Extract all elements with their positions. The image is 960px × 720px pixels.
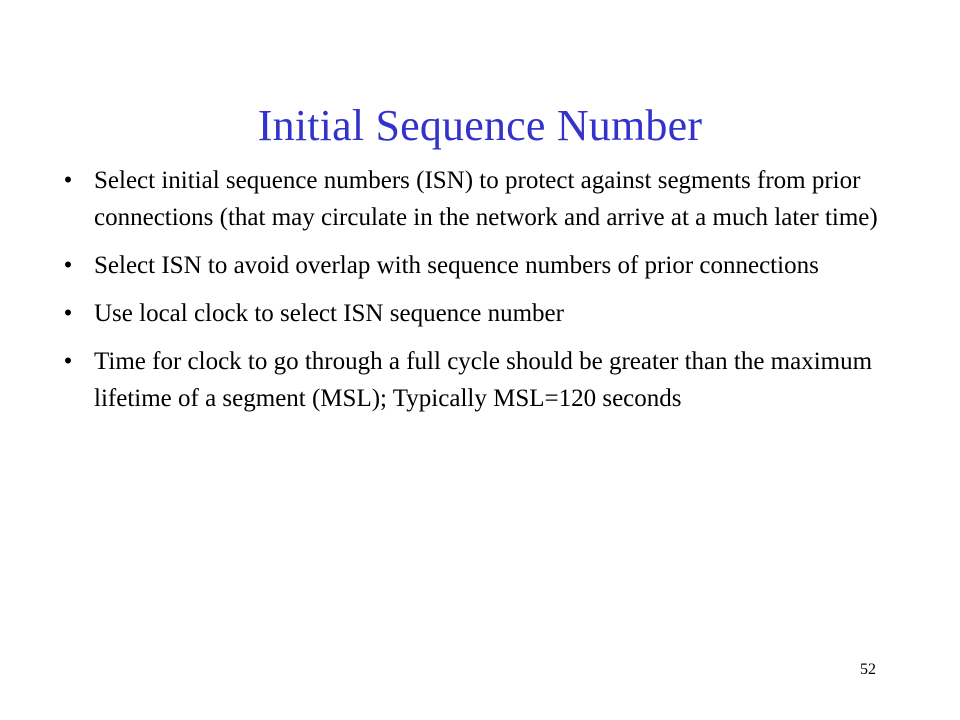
bullet-text: Use local clock to select ISN sequence number (94, 300, 564, 327)
bullet-text: Time for clock to go through a full cycle should be greater than the maximum lifetime of a segment (MSL); Typically MSL=120 seconds (94, 348, 873, 412)
bullet-item (58, 295, 878, 332)
bullet-list (58, 162, 878, 428)
bullet-dot-icon: • (63, 252, 73, 279)
bullet-dot-icon: • (63, 348, 73, 375)
bullet-text: Select ISN to avoid overlap with sequence numbers of prior connections (94, 252, 819, 279)
bullet-item (58, 343, 878, 417)
bullet-dot-icon: • (63, 167, 73, 194)
bullet-item (58, 247, 878, 284)
bullet-dot-icon: • (63, 300, 73, 327)
page-number: 52 (860, 661, 876, 678)
bullet-text: Select initial sequence numbers (ISN) to protect against segments from prior connections (that may circulate in the network and arrive at a much later time) (94, 167, 878, 231)
slide-title: Initial Sequence Number (257, 101, 703, 150)
bullet-item (58, 162, 878, 236)
